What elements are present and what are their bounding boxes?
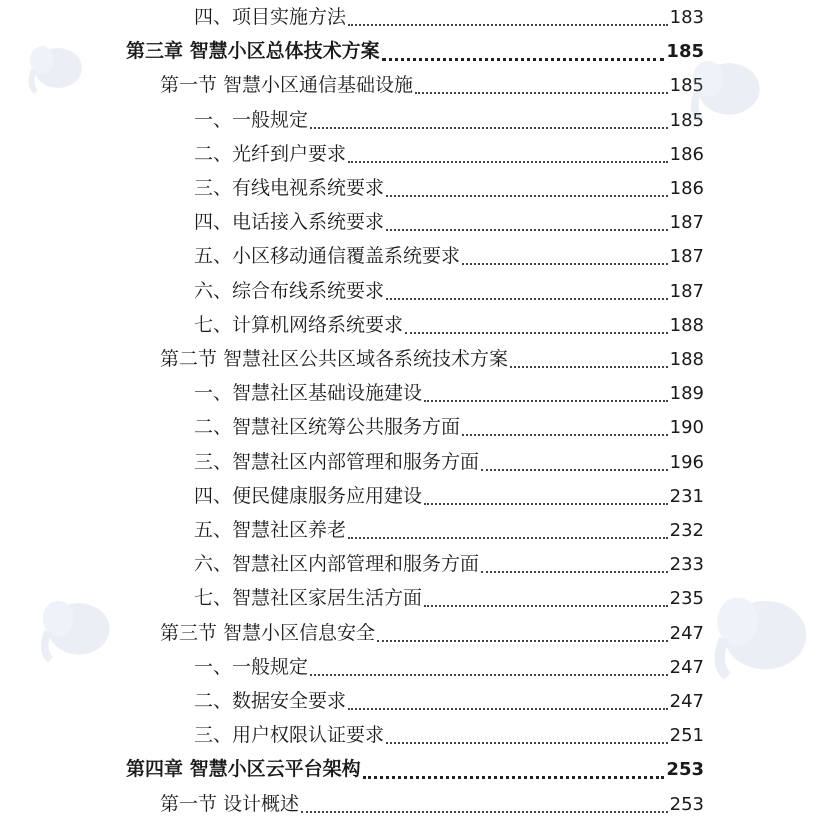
toc-entry-section[interactable] (160, 616, 704, 650)
toc-entry-section[interactable] (160, 342, 704, 376)
toc-page-number: 247 (669, 622, 704, 644)
toc-dot-leader (405, 332, 668, 334)
toc-entry-title: 第三章 智慧小区总体技术方案 (126, 40, 380, 63)
toc-dot-leader (481, 469, 668, 471)
toc-entry-title: 四、便民健康服务应用建设 (194, 484, 423, 507)
toc-page-number: 189 (669, 383, 704, 405)
toc-entry-title: 第四章 智慧小区云平台架构 (126, 758, 361, 781)
toc-dot-leader (386, 742, 668, 744)
toc-dot-leader (348, 161, 668, 163)
toc-dot-leader (377, 640, 668, 642)
toc-entry-item[interactable] (194, 684, 704, 718)
toc-page-number: 187 (669, 280, 704, 302)
toc-page-number: 187 (669, 246, 704, 268)
toc-entry-item[interactable] (194, 308, 704, 342)
toc-page-number: 253 (669, 793, 704, 815)
toc-entry-title: 六、综合布线系统要求 (194, 279, 385, 302)
toc-dot-leader (510, 366, 668, 368)
toc-entry-title: 一、一般规定 (194, 108, 309, 131)
toc-page-number: 235 (669, 588, 704, 610)
toc-page-number: 251 (669, 725, 704, 747)
toc-page-number: 185 (669, 75, 704, 97)
toc-entry-title: 三、有线电视系统要求 (194, 177, 385, 199)
toc-dot-leader (382, 58, 665, 61)
toc-entry-chapter[interactable] (126, 34, 704, 68)
toc-dot-leader (424, 503, 668, 505)
toc-entry-item[interactable] (194, 137, 704, 171)
toc-entry-title: 三、用户权限认证要求 (194, 724, 385, 747)
toc-dot-leader (348, 537, 668, 539)
toc-entry-title: 七、智慧社区家居生活方面 (194, 587, 423, 610)
toc-page-number: 253 (666, 759, 704, 781)
toc-entry-title: 二、智慧社区统筹公共服务方面 (194, 416, 461, 439)
toc-entry-title: 第一节 设计概述 (160, 792, 300, 815)
toc-page-number: 232 (669, 520, 704, 541)
toc-entry-item[interactable] (194, 650, 704, 684)
toc-dot-leader (348, 708, 668, 710)
toc-entry-title: 五、智慧社区养老 (194, 519, 347, 541)
toc-page-number: 188 (669, 349, 704, 370)
toc-entry-title: 三、智慧社区内部管理和服务方面 (194, 450, 480, 473)
toc-entry-item[interactable] (194, 410, 704, 444)
toc-entry-item[interactable] (194, 513, 704, 547)
toc-page-number: 187 (669, 212, 704, 234)
toc-entry-title: 第一节 智慧小区通信基础设施 (160, 74, 414, 97)
toc-entry-item[interactable] (194, 239, 704, 273)
toc-entry-title: 四、项目实施方法 (194, 6, 347, 28)
toc-entry-item[interactable] (194, 0, 704, 34)
toc-dot-leader (348, 24, 668, 26)
toc-page-number: 186 (669, 178, 704, 199)
toc-entry-item[interactable] (194, 376, 704, 410)
toc-entry-title: 二、光纤到户要求 (194, 142, 347, 165)
toc-entry-title: 第二节 智慧社区公共区域各系统技术方案 (160, 348, 509, 370)
toc-entry-section[interactable] (160, 787, 704, 821)
toc-entry-item[interactable] (194, 274, 704, 308)
toc-page-number: 231 (669, 485, 704, 507)
toc-page-number: 185 (666, 41, 704, 63)
toc-dot-leader (301, 811, 668, 813)
toc-page-number: 185 (669, 109, 704, 131)
toc-page-number: 186 (669, 143, 704, 165)
toc-entry-title: 四、电话接入系统要求 (194, 211, 385, 234)
toc-dot-leader (386, 298, 668, 300)
toc-page-number: 233 (669, 554, 704, 576)
toc-page-number: 183 (669, 7, 704, 28)
toc-entry-title: 一、智慧社区基础设施建设 (194, 382, 423, 405)
toc-page-number: 247 (669, 691, 704, 712)
toc-page-number: 196 (669, 451, 704, 473)
toc-entry-item[interactable] (194, 547, 704, 581)
toc-page-number: 190 (669, 417, 704, 439)
toc-dot-leader (386, 229, 668, 231)
toc-entry-item[interactable] (194, 718, 704, 752)
toc-entry-item[interactable] (194, 171, 704, 205)
toc-entry-title: 一、一般规定 (194, 655, 309, 678)
toc-entry-item[interactable] (194, 479, 704, 513)
toc-entry-title: 六、智慧社区内部管理和服务方面 (194, 553, 480, 576)
toc-dot-leader (363, 776, 665, 779)
toc-dot-leader (386, 195, 668, 197)
toc-entry-item[interactable] (194, 445, 704, 479)
toc-entry-item[interactable] (194, 205, 704, 239)
toc-entry-section[interactable] (160, 68, 704, 102)
toc-page-number: 188 (669, 314, 704, 336)
toc-dot-leader (481, 571, 668, 573)
toc-dot-leader (415, 92, 668, 94)
toc-page-number: 247 (669, 656, 704, 678)
toc-entry-title: 七、计算机网络系统要求 (194, 313, 404, 336)
toc-dot-leader (310, 674, 668, 676)
toc-entry-item[interactable] (194, 581, 704, 615)
toc-dot-leader (462, 434, 668, 436)
toc-dot-leader (310, 127, 668, 129)
toc-dot-leader (462, 263, 668, 265)
toc-entry-chapter[interactable] (126, 752, 704, 786)
toc-entry-title: 五、小区移动通信覆盖系统要求 (194, 245, 461, 268)
toc-dot-leader (424, 605, 668, 607)
toc-entry-title: 第三节 智慧小区信息安全 (160, 621, 376, 644)
toc-entry-title: 二、数据安全要求 (194, 690, 347, 712)
toc-dot-leader (424, 400, 668, 402)
toc-entry-item[interactable] (194, 103, 704, 137)
